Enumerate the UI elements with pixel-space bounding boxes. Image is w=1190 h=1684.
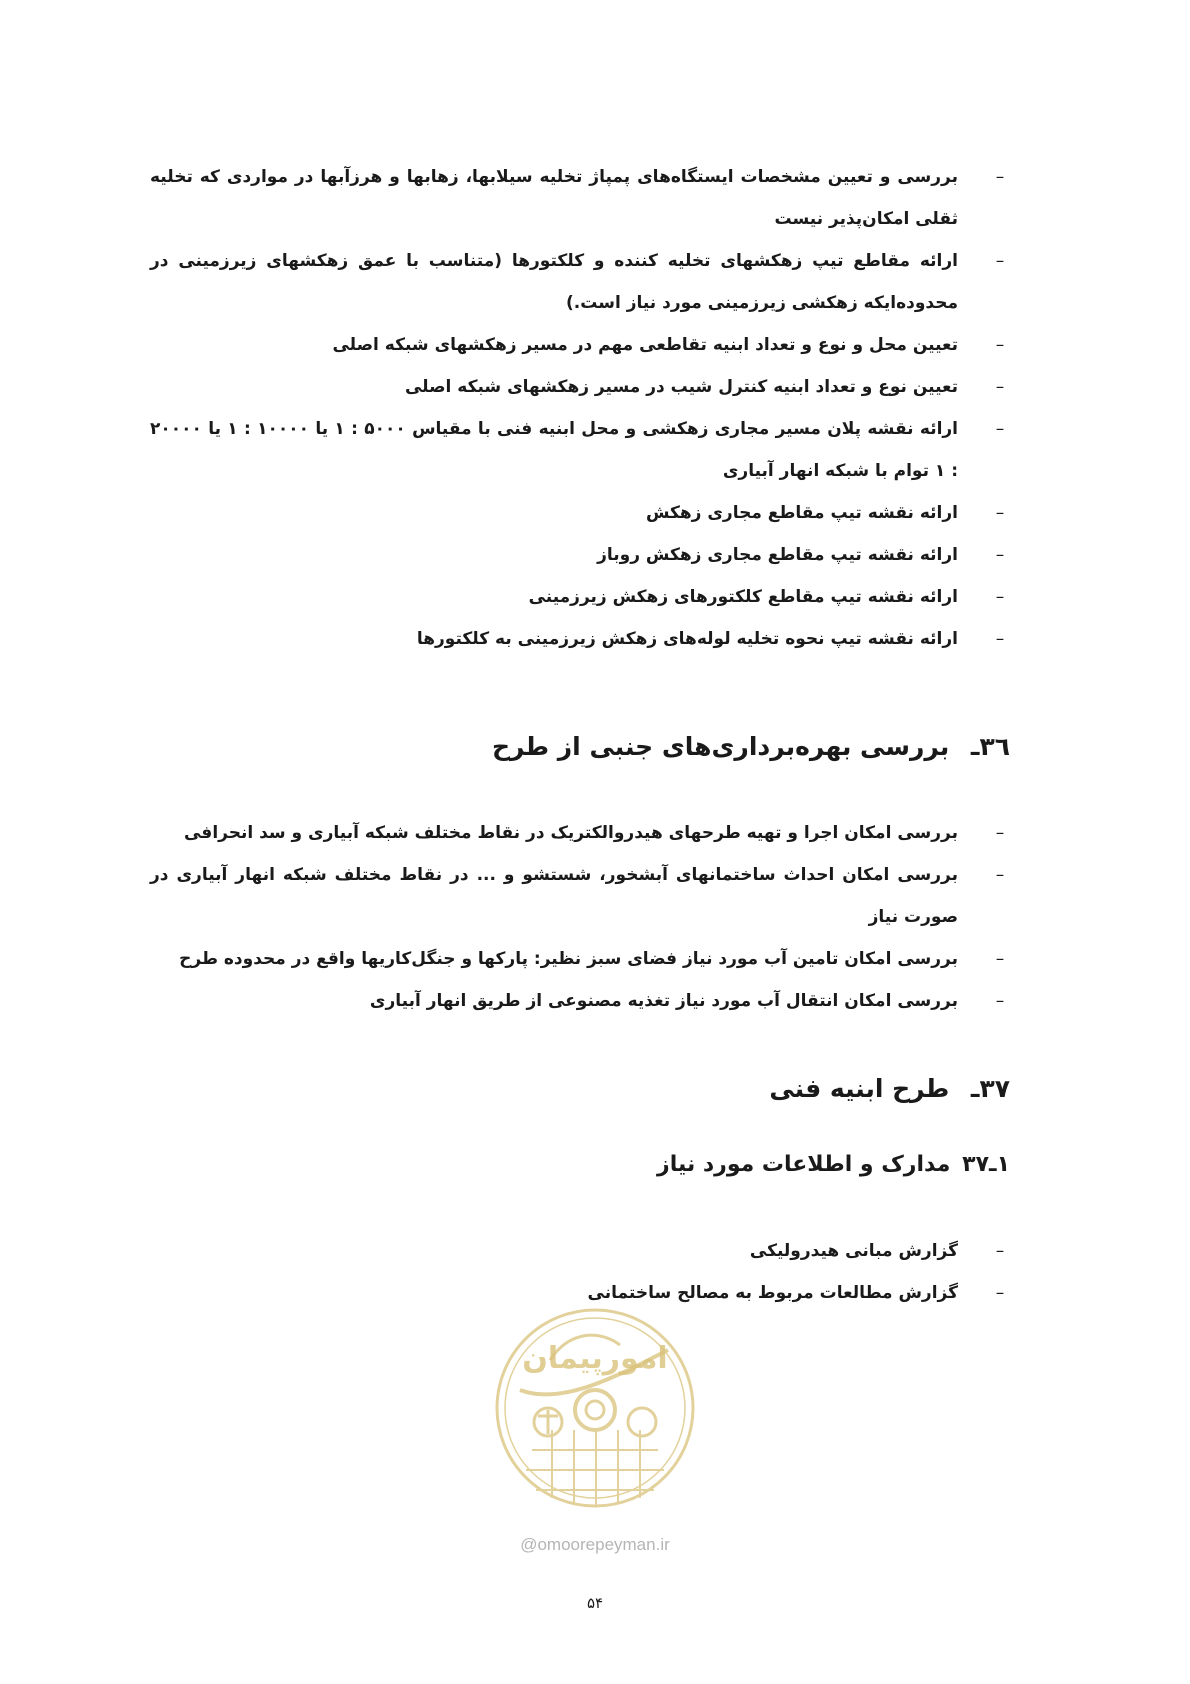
drainage-deliverables-list-block bbox=[150, 156, 1010, 660]
list-item bbox=[150, 938, 1010, 980]
list-item bbox=[150, 366, 1010, 408]
dash-bullet: – bbox=[995, 949, 1005, 969]
page-number: ۵۴ bbox=[586, 1594, 604, 1612]
list-item-text: ارائه نقشه تیپ مقاطع مجاری زهکش روباز bbox=[597, 545, 958, 565]
list-item bbox=[150, 980, 1010, 1022]
list-item-text: تعیین محل و نوع و تعداد ابنیه تقاطعی مهم در مسیر زهکشهای شبکه اصلی bbox=[332, 335, 958, 355]
list-item bbox=[150, 854, 1010, 938]
list-item-text: گزارش مبانی هیدرولیکی bbox=[749, 1241, 958, 1261]
list-item-text: گزارش مطالعات مربوط به مصالح ساختمانی bbox=[587, 1283, 958, 1303]
section-number: ۱ـ۳۷ bbox=[962, 1152, 1010, 1177]
watermark bbox=[490, 1290, 700, 1560]
list-item-text: بررسی امکان انتقال آب مورد نیاز تغذیه مصنوعی از طریق انهار آبیاری bbox=[369, 991, 958, 1011]
list-item bbox=[150, 618, 1010, 660]
list-item-text: ارائه نقشه تیپ نحوه تخلیه لوله‌های زهکش زیرزمینی به کلکتورها bbox=[416, 629, 958, 649]
dash-bullet: – bbox=[995, 377, 1005, 397]
section-37-1-heading bbox=[657, 1152, 1010, 1177]
list-item-text: بررسی امکان اجرا و تهیه طرحهای هیدروالکتریک در نقاط مختلف شبکه آبیاری و سد انحرافی bbox=[183, 823, 958, 843]
list-item bbox=[150, 408, 1010, 492]
dash-bullet: – bbox=[995, 629, 1005, 649]
dash-bullet: – bbox=[995, 1283, 1005, 1303]
section-36-heading bbox=[492, 732, 1010, 761]
list-item bbox=[150, 1230, 1010, 1272]
dash-bullet: – bbox=[995, 991, 1005, 1011]
dash-bullet: – bbox=[995, 587, 1005, 607]
list-item bbox=[150, 534, 1010, 576]
list-item-text: تعیین نوع و تعداد ابنیه کنترل شیب در مسیر زهکشهای شبکه اصلی bbox=[404, 377, 958, 397]
list-item bbox=[150, 156, 1010, 240]
side-utilization-list bbox=[150, 812, 1010, 1022]
list-item-text: ارائه نقشه پلان مسیر مجاری زهکشی و محل ابنیه فنی با مقیاس ۵۰۰۰ : ۱ یا ۱۰۰۰۰ : ۱ یا ۲۰۰۰۰ : ۱ توام با شبکه انهار آبیاری bbox=[150, 419, 959, 481]
list-item bbox=[150, 324, 1010, 366]
drainage-deliverables-list bbox=[150, 156, 1010, 660]
list-item-text: بررسی امکان تامین آب مورد نیاز فضای سبز نظیر: پارکها و جنگل‌کاریها واقع در محدوده طرح bbox=[179, 949, 958, 969]
dash-bullet: – bbox=[995, 167, 1005, 187]
section-title: بررسی بهره‌برداری‌های جنبی از طرح bbox=[491, 732, 950, 761]
section-title: مدارک و اطلاعات مورد نیاز bbox=[657, 1152, 951, 1177]
dash-bullet: – bbox=[995, 823, 1005, 843]
watermark-logo-text: امورپیمان bbox=[522, 1341, 668, 1376]
dash-bullet: – bbox=[995, 865, 1005, 885]
dash-bullet: – bbox=[995, 503, 1005, 523]
list-item-text: بررسی امکان احداث ساختمانهای آبشخور، شستشو و ... در نقاط مختلف شبکه انهار آبیاری در صورت نیاز bbox=[150, 865, 958, 927]
section-number: ۳۷ـ bbox=[970, 1074, 1010, 1103]
list-item-text: ارائه مقاطع تیپ زهکشهای تخلیه کننده و کلکتورها (متناسب با عمق زهکشهای زیرزمینی در محدوده‌ایکه زهکشی زیرزمینی مورد نیاز است.) bbox=[150, 251, 958, 313]
section-number: ۳٦ـ bbox=[970, 732, 1010, 761]
list-item bbox=[150, 812, 1010, 854]
watermark-logo-icon bbox=[490, 1290, 700, 1530]
list-item-text: بررسی و تعیین مشخصات ایستگاه‌های پمپاژ تخلیه سیلابها، زهابها و هرزآبها در مواردی که تخلیه ثقلی امکان‌پذیر نیست bbox=[150, 167, 958, 229]
section-title: طرح ابنیه فنی bbox=[769, 1074, 950, 1103]
side-utilization-list-block bbox=[150, 812, 1010, 1022]
list-item bbox=[150, 240, 1010, 324]
list-item-text: ارائه نقشه تیپ مقاطع مجاری زهکش bbox=[645, 503, 958, 523]
dash-bullet: – bbox=[995, 335, 1005, 355]
list-item bbox=[150, 492, 1010, 534]
section-37-heading bbox=[769, 1074, 1010, 1103]
dash-bullet: – bbox=[995, 545, 1005, 565]
watermark-url: @omoorepeyman.ir bbox=[520, 1535, 670, 1554]
dash-bullet: – bbox=[995, 419, 1005, 439]
dash-bullet: – bbox=[995, 251, 1005, 271]
list-item bbox=[150, 576, 1010, 618]
dash-bullet: – bbox=[995, 1241, 1005, 1261]
list-item-text: ارائه نقشه تیپ مقاطع کلکتورهای زهکش زیرزمینی bbox=[528, 587, 958, 607]
